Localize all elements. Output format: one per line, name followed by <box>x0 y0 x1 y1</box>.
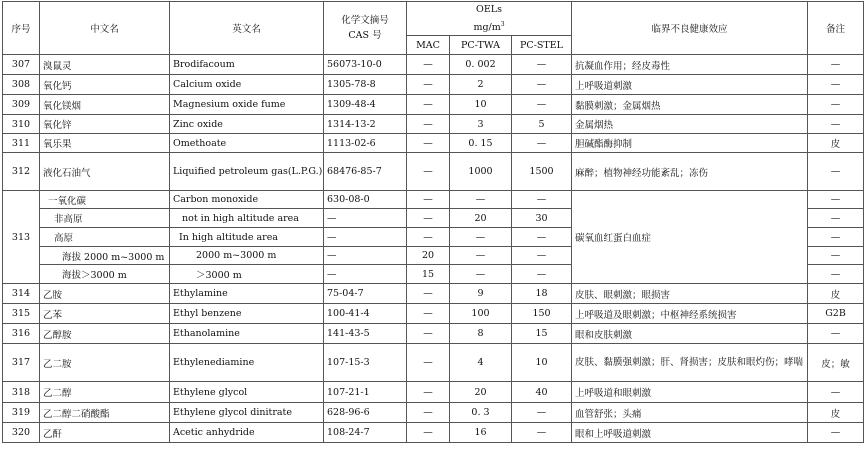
cell-stel: — <box>512 134 572 153</box>
cell-remark: 皮 <box>808 403 864 423</box>
cell-effect: 上呼吸道及眼刺激；中枢神经系统损害 <box>572 304 808 324</box>
cell-effect: 皮肤、黏膜强刺激；肝、肾损害；皮肤和眼灼伤；哮喘 <box>572 344 808 382</box>
cell-mac: — <box>407 55 450 75</box>
cell-mac: — <box>407 423 450 443</box>
cell-remark: 皮 <box>808 134 864 153</box>
cell-mac: — <box>407 209 450 228</box>
cell-cn: 乙二醇 <box>40 382 170 403</box>
cell-mac: 15 <box>407 265 450 284</box>
cell-en: 2000 m~3000 m <box>170 247 324 265</box>
cell-cas: 630-08-0 <box>324 191 407 209</box>
cell-twa: — <box>450 228 512 247</box>
cell-remark: — <box>808 75 864 95</box>
cell-stel: — <box>512 423 572 443</box>
cell-twa: 9 <box>450 284 512 304</box>
cell-mac: — <box>407 344 450 382</box>
header-pc-twa: PC-TWA <box>450 36 512 55</box>
cell-remark: — <box>808 382 864 403</box>
cell-stel: — <box>512 228 572 247</box>
header-remarks: 备注 <box>808 2 864 55</box>
cell-stel: 10 <box>512 344 572 382</box>
cell-cn: 乙酐 <box>40 423 170 443</box>
table-row <box>3 153 864 191</box>
cell-effect: 眼和上呼吸道刺激 <box>572 423 808 443</box>
cell-cas: 1309-48-4 <box>324 95 407 115</box>
cell-mac: — <box>407 134 450 153</box>
oels-table <box>2 1 864 443</box>
cell-cas: 141-43-5 <box>324 324 407 344</box>
cell-twa: 8 <box>450 324 512 344</box>
cell-en: Calcium oxide <box>170 75 324 95</box>
cell-seq: 319 <box>3 403 40 423</box>
cell-cn: 液化石油气 <box>40 153 170 191</box>
cell-cas: 75-04-7 <box>324 284 407 304</box>
table-row <box>3 134 864 153</box>
table-row <box>3 115 864 134</box>
cell-en: Ethylenediamine <box>170 344 324 382</box>
cell-stel: — <box>512 191 572 209</box>
cell-twa: 0. 002 <box>450 55 512 75</box>
cell-cn: 氧化钙 <box>40 75 170 95</box>
cell-effect: 胆碱酯酶抑制 <box>572 134 808 153</box>
cell-cas: 1113-02-6 <box>324 134 407 153</box>
cell-cas: — <box>324 247 407 265</box>
cell-remark: — <box>808 95 864 115</box>
cell-mac: — <box>407 153 450 191</box>
cell-cas: 1314-13-2 <box>324 115 407 134</box>
table-row <box>3 75 864 95</box>
cell-mac: — <box>407 228 450 247</box>
cell-en: Ethyl benzene <box>170 304 324 324</box>
cell-seq: 318 <box>3 382 40 403</box>
cell-cn: 海拔＞3000 m <box>40 265 170 284</box>
cell-seq: 308 <box>3 75 40 95</box>
cell-cas: — <box>324 228 407 247</box>
table-row <box>3 403 864 423</box>
cell-en: Ethylene glycol dinitrate <box>170 403 324 423</box>
header-effects: 临界不良健康效应 <box>572 2 808 55</box>
cell-twa: 1000 <box>450 153 512 191</box>
cell-remark: — <box>808 55 864 75</box>
cell-twa: 0. 15 <box>450 134 512 153</box>
cell-seq: 311 <box>3 134 40 153</box>
cell-en: Carbon monoxide <box>170 191 324 209</box>
cell-seq: 316 <box>3 324 40 344</box>
cell-seq: 307 <box>3 55 40 75</box>
cell-stel: 15 <box>512 324 572 344</box>
cell-cas: 1305-78-8 <box>324 75 407 95</box>
cell-en: Ethylamine <box>170 284 324 304</box>
cell-twa: — <box>450 247 512 265</box>
cell-twa: 100 <box>450 304 512 324</box>
header-unit: $mg/m^3$ <box>473 21 505 34</box>
cell-remark: — <box>808 191 864 209</box>
cell-stel: 30 <box>512 209 572 228</box>
cell-twa: 20 <box>450 209 512 228</box>
cell-mac: — <box>407 191 450 209</box>
cell-en: Magnesium oxide fume <box>170 95 324 115</box>
cell-twa: 4 <box>450 344 512 382</box>
header-seq: 序号 <box>3 2 40 55</box>
cell-seq: 312 <box>3 153 40 191</box>
header-cn-name: 中文名 <box>40 2 170 55</box>
cell-effect: 上呼吸道和眼刺激 <box>572 382 808 403</box>
cell-en: Omethoate <box>170 134 324 153</box>
cell-en: Acetic anhydride <box>170 423 324 443</box>
cell-effect: 抗凝血作用；经皮毒性 <box>572 55 808 75</box>
cell-en: In high altitude area <box>170 228 324 247</box>
cell-effect: 上呼吸道刺激 <box>572 75 808 95</box>
header-cas-line1: 化学文摘号 <box>341 15 389 27</box>
cell-seq: 315 <box>3 304 40 324</box>
cell-stel: 5 <box>512 115 572 134</box>
cell-remark: — <box>808 228 864 247</box>
cell-cn: 非高原 <box>40 209 170 228</box>
table-row <box>3 423 864 443</box>
cell-cn: 氧乐果 <box>40 134 170 153</box>
cell-twa: 20 <box>450 382 512 403</box>
cell-stel: — <box>512 265 572 284</box>
cell-mac: — <box>407 75 450 95</box>
table-row <box>3 95 864 115</box>
cell-effect: 金属烟热 <box>572 115 808 134</box>
cell-cas: 107-15-3 <box>324 344 407 382</box>
cell-cas: 628-96-6 <box>324 403 407 423</box>
header-mac: MAC <box>407 36 450 55</box>
cell-effect: 血管舒张；头痛 <box>572 403 808 423</box>
cell-seq: 320 <box>3 423 40 443</box>
cell-cn: 一氧化碳 <box>40 191 170 209</box>
cell-effect: 麻醉；植物神经功能紊乱；冻伤 <box>572 153 808 191</box>
cell-mac: 20 <box>407 247 450 265</box>
cell-twa: — <box>450 191 512 209</box>
cell-cn: 海拔 2000 m~3000 m <box>40 247 170 265</box>
cell-en: ＞3000 m <box>170 265 324 284</box>
header-cas-line2: CAS 号 <box>348 30 382 42</box>
header-oels <box>407 2 572 36</box>
table-row <box>3 382 864 403</box>
cell-twa: — <box>450 265 512 284</box>
cell-cn: 溴鼠灵 <box>40 55 170 75</box>
cell-en: not in high altitude area <box>170 209 324 228</box>
table-row <box>3 55 864 75</box>
cell-cas: 107-21-1 <box>324 382 407 403</box>
cell-remark: — <box>808 115 864 134</box>
cell-stel: — <box>512 75 572 95</box>
cell-cn: 氧化镁烟 <box>40 95 170 115</box>
cell-en: Liquified petroleum gas(L.P.G.) <box>170 153 324 191</box>
cell-remark: — <box>808 247 864 265</box>
cell-stel: 18 <box>512 284 572 304</box>
cell-stel: — <box>512 247 572 265</box>
cell-cn: 乙二胺 <box>40 344 170 382</box>
table-row <box>3 304 864 324</box>
cell-stel: — <box>512 55 572 75</box>
cell-effect: 黏膜刺激；金属烟热 <box>572 95 808 115</box>
cell-twa: 0. 3 <box>450 403 512 423</box>
cell-cas: — <box>324 265 407 284</box>
cell-mac: — <box>407 403 450 423</box>
cell-stel: — <box>512 403 572 423</box>
table-row <box>3 284 864 304</box>
cell-cn: 乙胺 <box>40 284 170 304</box>
cell-effect: 皮肤、眼刺激；眼损害 <box>572 284 808 304</box>
cell-en: Zinc oxide <box>170 115 324 134</box>
cell-mac: — <box>407 115 450 134</box>
cell-remark: — <box>808 209 864 228</box>
cell-cn: 乙二醇二硝酸酯 <box>40 403 170 423</box>
cell-en: Ethanolamine <box>170 324 324 344</box>
cell-cas: 108-24-7 <box>324 423 407 443</box>
cell-cas: 56073-10-0 <box>324 55 407 75</box>
table-row <box>3 191 864 209</box>
cell-stel: — <box>512 95 572 115</box>
cell-cas: — <box>324 209 407 228</box>
cell-remark: — <box>808 153 864 191</box>
cell-seq: 313 <box>3 191 40 284</box>
cell-seq: 317 <box>3 344 40 382</box>
table-row <box>3 344 864 382</box>
table-row <box>3 324 864 344</box>
cell-remark: — <box>808 423 864 443</box>
cell-mac: — <box>407 324 450 344</box>
cell-effect: 眼和皮肤刺激 <box>572 324 808 344</box>
cell-cas: 100-41-4 <box>324 304 407 324</box>
cell-stel: 40 <box>512 382 572 403</box>
cell-cas: 68476-85-7 <box>324 153 407 191</box>
cell-mac: — <box>407 304 450 324</box>
cell-stel: 1500 <box>512 153 572 191</box>
cell-mac: — <box>407 284 450 304</box>
header-cas <box>324 2 407 55</box>
cell-remark: 皮 <box>808 284 864 304</box>
cell-en: Ethylene glycol <box>170 382 324 403</box>
header-oels-label: OELs <box>476 4 502 15</box>
cell-twa: 3 <box>450 115 512 134</box>
cell-seq: 314 <box>3 284 40 304</box>
cell-remark: G2B <box>808 304 864 324</box>
cell-effect: 碳氧血红蛋白血症 <box>572 191 808 284</box>
cell-remark: 皮；敏 <box>808 344 864 382</box>
cell-cn: 乙苯 <box>40 304 170 324</box>
cell-twa: 16 <box>450 423 512 443</box>
cell-remark: — <box>808 265 864 284</box>
cell-twa: 10 <box>450 95 512 115</box>
cell-remark: — <box>808 324 864 344</box>
cell-en: Brodifacoum <box>170 55 324 75</box>
cell-seq: 309 <box>3 95 40 115</box>
cell-mac: — <box>407 95 450 115</box>
cell-cn: 高原 <box>40 228 170 247</box>
cell-mac: — <box>407 382 450 403</box>
cell-cn: 氧化锌 <box>40 115 170 134</box>
cell-cn: 乙醇胺 <box>40 324 170 344</box>
cell-stel: 150 <box>512 304 572 324</box>
header-pc-stel: PC-STEL <box>512 36 572 55</box>
cell-seq: 310 <box>3 115 40 134</box>
cell-twa: 2 <box>450 75 512 95</box>
header-en-name: 英文名 <box>170 2 324 55</box>
